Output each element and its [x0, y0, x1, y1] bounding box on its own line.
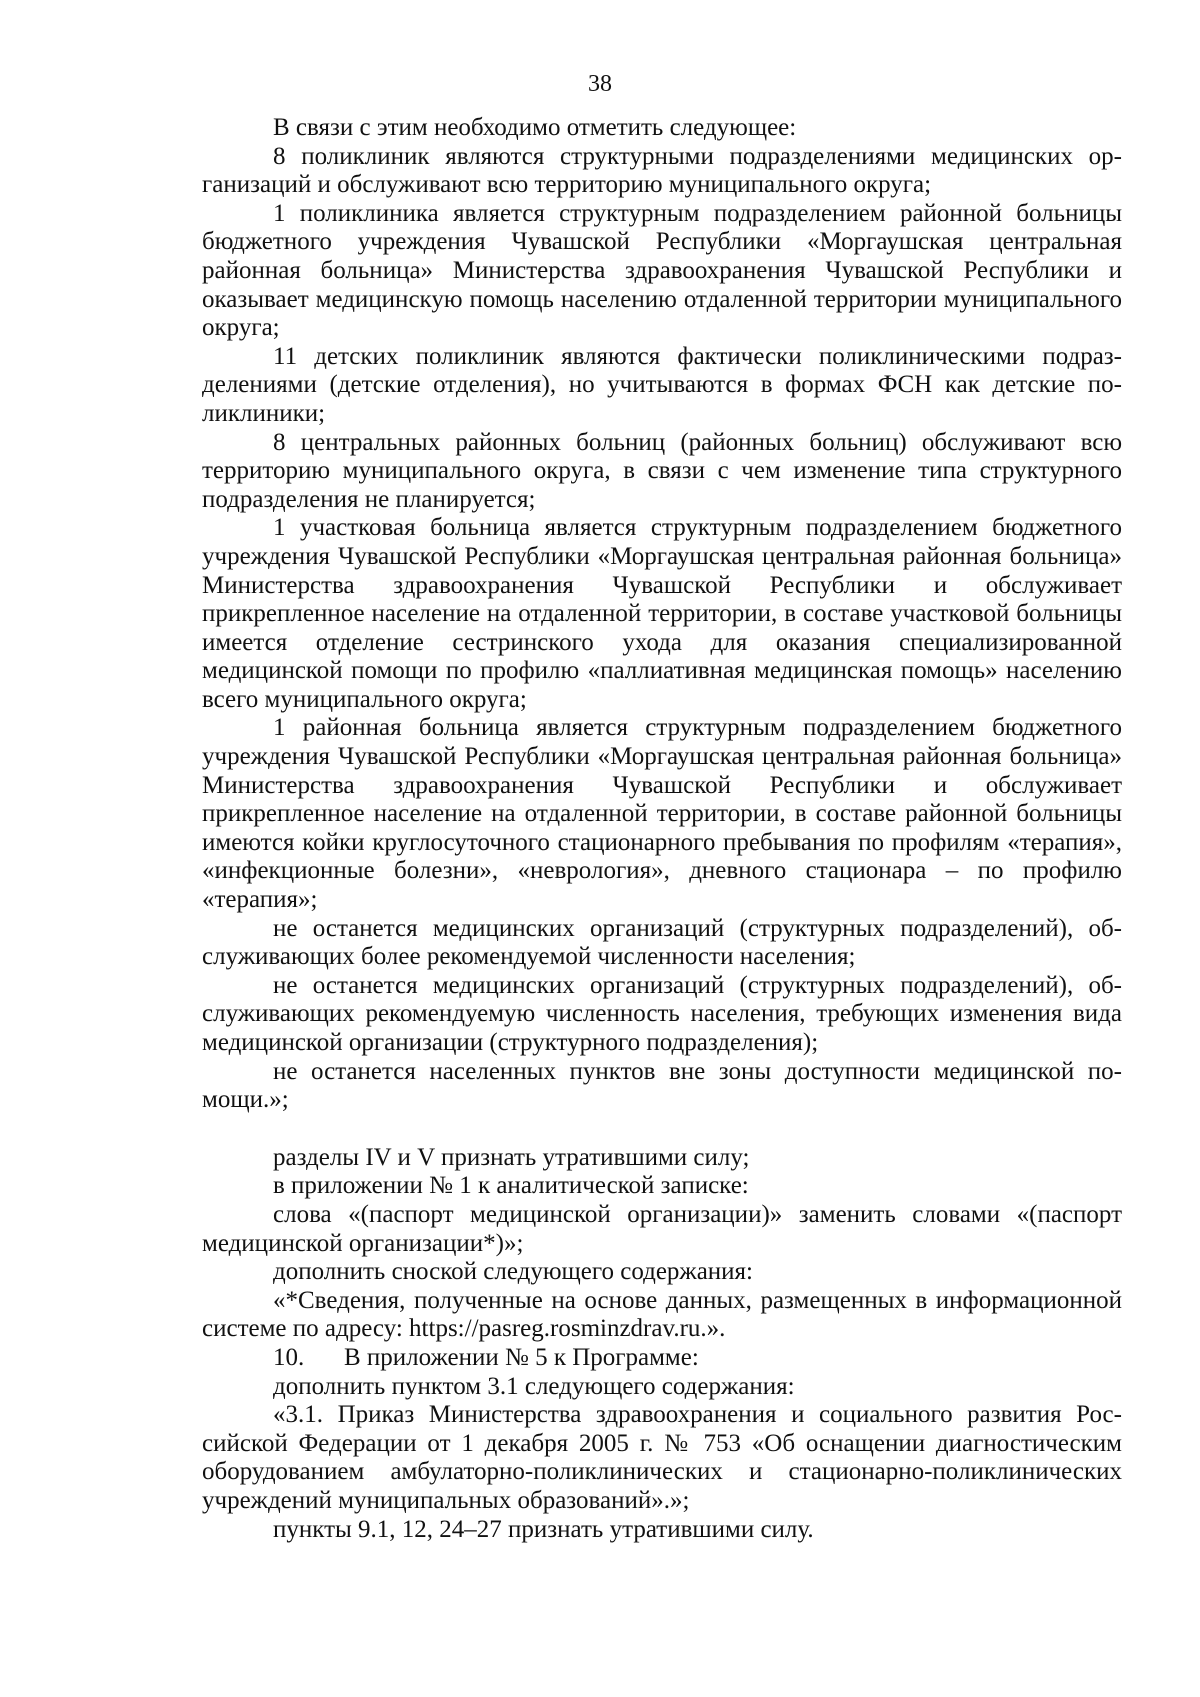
paragraph: пункты 9.1, 12, 24–27 признать утратившими силу.: [273, 1515, 814, 1543]
paragraph: 1 поликлиника является структурным подразделением районной больницы бюджетного учреждения Чувашской Республики «Моргаушская центральная районная больница» Министерства здравоохранения Чувашской Республики и оказывает медицинскую помощь населению отдаленной территории муниципального округа;: [202, 199, 1122, 342]
paragraph: 8 поликлиник являются структурными подразделениями медицинских организаций и обслуживают всю территорию муниципального округа;: [202, 142, 1122, 199]
paragraph: не останется медицинских организаций (структурных подразделений), обслуживающих рекомендуемую численность населения, требующих изменения вида медицинской организации (структурного подразделения);: [202, 971, 1122, 1056]
paragraph: 1 участковая больница является структурным подразделением бюджетного учреждения Чувашской Республики «Моргаушская центральная районная больница» Министерства здравоохранения Чувашской Республики и обслуживает прикрепленное население на отдаленной территории, в составе участковой больницы имеется отделение сестринского ухода для оказания специализированной медицинской помощи по профилю «паллиативная медицинская помощь» населению всего муниципального округа;: [202, 514, 1122, 713]
paragraph: дополнить сноской следующего содержания:: [273, 1258, 754, 1286]
document-body: [202, 114, 1122, 1544]
paragraph: 8 центральных районных больниц (районных больниц) обслуживают всю территорию муниципального округа, в связи с чем изменение типа структурного подразделения не планируется;: [202, 428, 1122, 513]
item-number: 10.: [273, 1343, 305, 1371]
paragraph: «*Сведения, полученные на основе данных, размещенных в информационной системе по адресу: https://pasreg.rosminzdrav.ru.».: [202, 1286, 1122, 1343]
paragraph: не останется медицинских организаций (структурных подразделений), обслуживающих более рекомендуемой численности населения;: [202, 914, 1122, 971]
page-number: 38: [588, 71, 612, 97]
paragraph: В связи с этим необходимо отметить следующее:: [273, 114, 797, 141]
paragraph: слова «(паспорт медицинской организации)» заменить словами «(паспорт медицинской организации*)»;: [202, 1200, 1122, 1257]
paragraph: в приложении № 1 к аналитической записке:: [273, 1172, 749, 1200]
paragraph: «3.1. Приказ Министерства здравоохранения и социального развития Российской Федерации от 1 декабря 2005 г. № 753 «Об оснащении диагностическим оборудованием амбулаторно-поликлинических и стационарно-поликлинических учреждений муниципальных образований».»;: [202, 1401, 1122, 1514]
paragraph: разделы IV и V признать утратившими силу;: [273, 1143, 750, 1171]
paragraph: 1 районная больница является структурным подразделением бюджетного учреждения Чувашской Республики «Моргаушская центральная районная больница» Министерства здравоохранения Чувашской Республики и обслуживает прикрепленное население на отдаленной территории, в составе районной больницы имеются койки круглосуточного стационарного пребывания по профилям «терапия», «инфекционные болезни», «неврология», дневного стационара – по профилю «терапия»;: [202, 714, 1122, 914]
paragraph: 11 детских поликлиник являются фактически поликлиническими подразделениями (детские отделения), но учитываются в формах ФСН как детские поликлиники;: [202, 342, 1122, 427]
paragraph: не останется населенных пунктов вне зоны доступности медицинской помощи.»;: [202, 1057, 1122, 1114]
numbered-item: [202, 1344, 1122, 1373]
paragraph-gap: [202, 1115, 1122, 1144]
paragraph: дополнить пунктом 3.1 следующего содержания:: [273, 1372, 795, 1400]
item-text: В приложении № 5 к Программе:: [344, 1343, 699, 1371]
